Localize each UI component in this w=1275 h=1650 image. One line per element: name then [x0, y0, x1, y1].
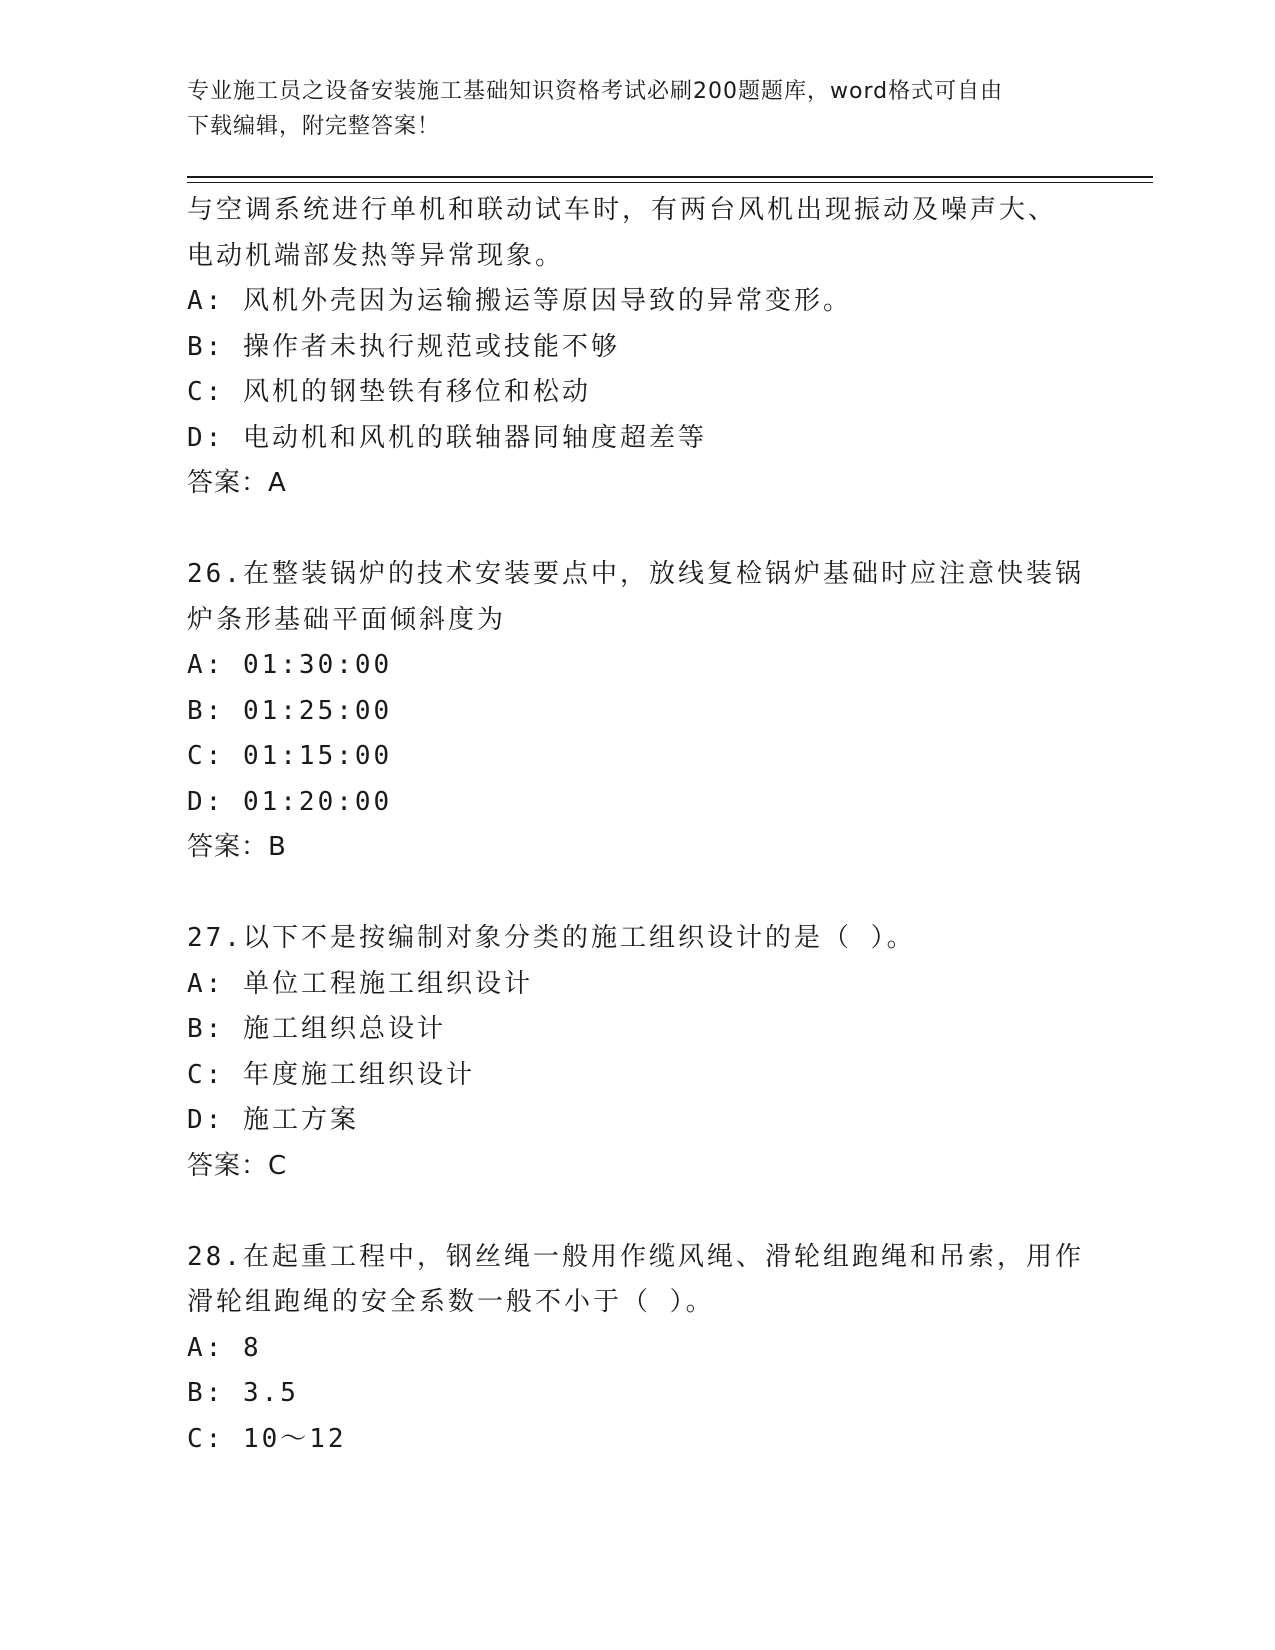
- question-stem-line: 与空调系统进行单机和联动试车时，有两台风机出现振动及噪声大、: [187, 195, 1058, 225]
- option-b: B: 施工组织总设计: [187, 1014, 446, 1044]
- header-divider-thin: [187, 182, 1153, 183]
- question-25: [187, 188, 1087, 507]
- option-c: C: 年度施工组织设计: [187, 1059, 475, 1090]
- answer-line: 答案：A: [187, 468, 287, 498]
- question-stem-line: 27.以下不是按编制对象分类的施工组织设计的是（ ）。: [187, 923, 916, 953]
- option-b: B: 3.5: [187, 1378, 299, 1408]
- option-c: C: 10～12: [187, 1423, 347, 1454]
- header-divider-thick: [187, 176, 1153, 178]
- option-b: B: 01:25:00: [187, 695, 393, 726]
- option-d: D: 施工方案: [187, 1105, 359, 1135]
- answer-line: 答案：C: [187, 1150, 288, 1181]
- option-c: C: 01:15:00: [187, 741, 393, 771]
- option-a: A: 8: [187, 1332, 262, 1363]
- option-a: A: 风机外壳因为运输搬运等原因导致的异常变形。: [187, 286, 852, 316]
- option-b: B: 操作者未执行规范或技能不够: [187, 331, 620, 362]
- option-c: C: 风机的钢垫铁有移位和松动: [187, 377, 591, 407]
- header-line-1: 专业施工员之设备安装施工基础知识资格考试必刷200题题库，word格式可自由: [187, 79, 1004, 104]
- option-a: A: 单位工程施工组织设计: [187, 968, 533, 999]
- question-list: [187, 188, 1087, 1462]
- question-stem-line: 炉条形基础平面倾斜度为: [187, 604, 507, 635]
- document-header: [187, 74, 1087, 144]
- answer-line: 答案：B: [187, 832, 287, 862]
- option-d: D: 01:20:00: [187, 786, 393, 817]
- question-stem-line: 电动机端部发热等异常现象。: [187, 240, 565, 271]
- question-stem-line: 滑轮组跑绳的安全系数一般不小于（ ）。: [187, 1287, 715, 1317]
- question-27: [187, 916, 1087, 1189]
- question-26: [187, 552, 1087, 871]
- question-stem-line: 28.在起重工程中，钢丝绳一般用作缆风绳、滑轮组跑绳和吊索，用作: [187, 1241, 1084, 1272]
- option-d: D: 电动机和风机的联轴器同轴度超差等: [187, 422, 707, 453]
- question-stem-line: 26.在整装锅炉的技术安装要点中，放线复检锅炉基础时应注意快装锅: [187, 559, 1084, 589]
- header-line-2: 下载编辑，附完整答案！: [187, 114, 441, 139]
- question-spacer: [187, 507, 1087, 553]
- question-28: [187, 1235, 1087, 1463]
- option-a: A: 01:30:00: [187, 650, 393, 680]
- question-spacer: [187, 1189, 1087, 1235]
- question-spacer: [187, 871, 1087, 917]
